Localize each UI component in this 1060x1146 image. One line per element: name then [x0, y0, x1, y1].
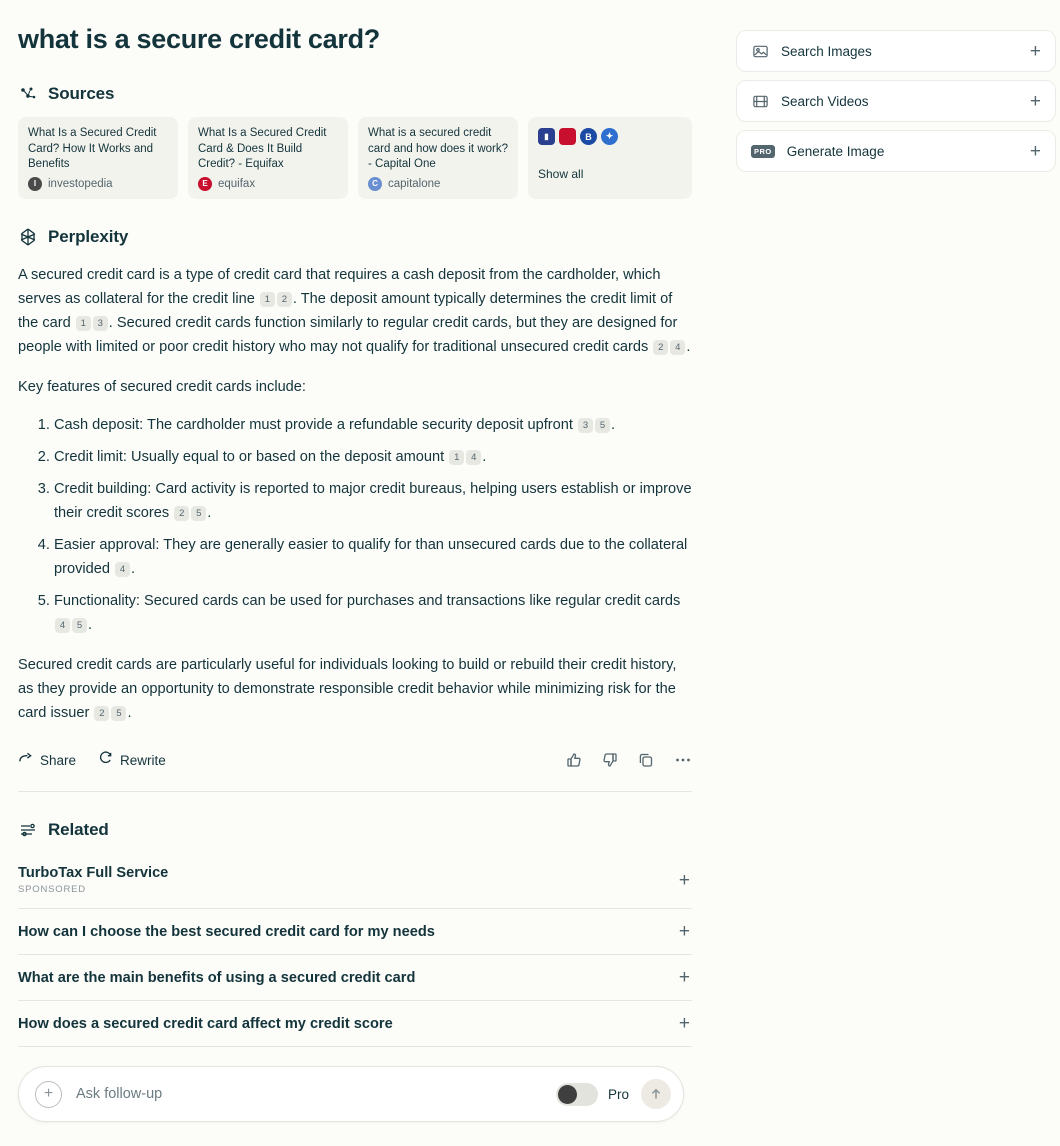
image-icon [751, 42, 769, 60]
show-all-label: Show all [538, 167, 584, 181]
citation-chip[interactable]: 5 [191, 506, 206, 521]
answer-paragraph-3: Secured credit cards are particularly useful for individuals looking to build or rebuild their credit history, as they provide an opportunity to demonstrate responsible credit behavior while minimizing risk for the card issuer 2 5 . [18, 657, 677, 721]
toggle-knob [558, 1085, 577, 1104]
sponsored-badge: SPONSORED [18, 884, 86, 895]
video-icon [751, 92, 769, 110]
main-column [18, 22, 692, 1047]
citation-chip[interactable]: 5 [595, 418, 610, 433]
generate-image-card[interactable] [736, 130, 1056, 172]
ellipsis-icon[interactable] [674, 752, 692, 768]
pro-badge: PRO [751, 145, 775, 158]
source-footer [28, 177, 113, 191]
citation-chip[interactable]: 5 [111, 706, 126, 721]
favicon-stack [538, 128, 682, 145]
section-divider [18, 791, 692, 792]
sources-list [18, 117, 692, 199]
favicon-icon: B [580, 128, 597, 145]
tools-column [736, 30, 1056, 180]
feature-item: 1. Cash deposit: The cardholder must provide a refundable security deposit upfront 3 5 . [54, 413, 692, 437]
answer-actions [18, 751, 692, 791]
related-item-title: How can I choose the best secured credit card for my needs [18, 923, 435, 940]
plus-icon[interactable]: + [678, 967, 690, 988]
related-item[interactable] [18, 955, 692, 1001]
answer-actions-left [18, 751, 166, 769]
citation-chip[interactable]: 4 [466, 450, 481, 465]
favicon-icon [538, 128, 555, 145]
related-item-title: What are the main benefits of using a secured credit card [18, 969, 416, 986]
search-videos-card[interactable] [736, 80, 1056, 122]
source-domain: investopedia [48, 178, 113, 190]
plus-icon[interactable]: + [1029, 90, 1041, 112]
citation-chip[interactable]: 1 [76, 316, 91, 331]
follow-up-input[interactable] [74, 1085, 556, 1103]
copy-icon[interactable] [638, 752, 654, 768]
page-title: what is a secure credit card? [18, 24, 380, 54]
share-icon [18, 751, 33, 769]
citation-chip[interactable]: 2 [174, 506, 189, 521]
rewrite-button[interactable] [98, 751, 166, 769]
answer-title: Perplexity [48, 227, 129, 246]
rewrite-label: Rewrite [120, 752, 166, 768]
citation-chip[interactable]: 1 [260, 292, 275, 307]
plus-icon[interactable]: + [1029, 140, 1041, 162]
rewrite-icon [98, 751, 113, 769]
send-button[interactable] [641, 1079, 671, 1109]
answer-actions-right [566, 752, 692, 768]
feature-item: 3. Credit building: Card activity is reported to major credit bureaus, helping users establish or improve their credit scores 2 5 . [54, 477, 692, 525]
source-footer [198, 177, 255, 191]
feature-item: 5. Functionality: Secured cards can be used for purchases and transactions like regular credit cards 4 5 . [54, 589, 692, 637]
search-images-card[interactable] [736, 30, 1056, 72]
sources-icon [18, 84, 38, 104]
source-card[interactable] [18, 117, 178, 199]
related-header [18, 820, 692, 840]
share-button[interactable] [18, 751, 76, 769]
pro-toggle[interactable] [556, 1083, 598, 1106]
source-card[interactable] [358, 117, 518, 199]
citation-chip[interactable]: 2 [94, 706, 109, 721]
source-title: What Is a Secured Credit Card & Does It Build Credit? - Equifax [198, 127, 327, 170]
citation-chip[interactable]: 1 [449, 450, 464, 465]
sources-title: Sources [48, 84, 115, 103]
favicon-icon: C [368, 177, 382, 191]
citation-chip[interactable]: 4 [115, 562, 130, 577]
share-label: Share [40, 752, 77, 768]
plus-icon[interactable]: + [678, 1013, 690, 1034]
related-item[interactable] [18, 1001, 692, 1047]
plus-icon[interactable]: + [1029, 40, 1041, 62]
favicon-icon: I [28, 177, 42, 191]
follow-up-bar[interactable] [18, 1066, 684, 1122]
citation-chip[interactable]: 2 [653, 340, 668, 355]
related-title: Related [48, 820, 109, 839]
show-all-sources-card[interactable] [528, 117, 692, 199]
answer-paragraph-2: Key features of secured credit cards include: [18, 379, 306, 395]
tool-label: Search Images [781, 43, 872, 59]
thumbs-up-icon[interactable] [566, 752, 582, 768]
tool-label: Generate Image [786, 143, 885, 159]
feature-item: 2. Credit limit: Usually equal to or based on the deposit amount 1 4 . [54, 445, 692, 469]
source-title: What is a secured credit card and how does it work? - Capital One [368, 127, 508, 170]
source-footer [368, 177, 440, 191]
source-title: What Is a Secured Credit Card? How It Works and Benefits [28, 127, 157, 170]
related-item-sponsored[interactable] [18, 852, 692, 909]
plus-icon[interactable]: + [678, 921, 690, 942]
related-icon [18, 820, 38, 840]
features-list [18, 413, 692, 637]
perplexity-logo-icon [18, 227, 38, 247]
citation-chip[interactable]: 4 [670, 340, 685, 355]
answer-paragraph-1: A secured credit card is a type of credit card that requires a cash deposit from the cardholder, which serves as collateral for the credit line 1 2 . The deposit amount typically determines the credit limit of the card 1 3 . Secured credit cards function similarly to regular credit cards, but they are designed for people with limited or poor credit history who may not qualify for traditional unsecured credit cards 2 4 . [18, 267, 691, 355]
related-item[interactable] [18, 909, 692, 955]
citation-chip[interactable]: 4 [55, 618, 70, 633]
citation-chip[interactable]: 2 [277, 292, 292, 307]
plus-circle-icon[interactable]: + [35, 1081, 62, 1108]
source-domain: capitalone [388, 178, 441, 190]
favicon-icon [559, 128, 576, 145]
citation-chip[interactable]: 3 [93, 316, 108, 331]
feature-item: 4. Easier approval: They are generally easier to qualify for than unsecured cards due to the collateral provided 4 . [54, 533, 692, 581]
sources-header [18, 84, 692, 104]
answer-body [18, 263, 692, 725]
source-card[interactable] [188, 117, 348, 199]
answer-header [18, 227, 692, 247]
citation-chip[interactable]: 3 [578, 418, 593, 433]
related-list [18, 852, 692, 1047]
tool-label: Search Videos [781, 93, 869, 109]
related-item-title: How does a secured credit card affect my credit score [18, 1015, 393, 1032]
favicon-icon: ✦ [601, 128, 618, 145]
pro-label: Pro [607, 1086, 629, 1102]
thumbs-down-icon[interactable] [602, 752, 618, 768]
citation-chip[interactable]: 5 [72, 618, 87, 633]
source-domain: equifax [218, 178, 256, 190]
related-item-title: TurboTax Full Service [18, 865, 169, 881]
favicon-icon: E [198, 177, 212, 191]
plus-icon[interactable]: + [678, 869, 690, 891]
